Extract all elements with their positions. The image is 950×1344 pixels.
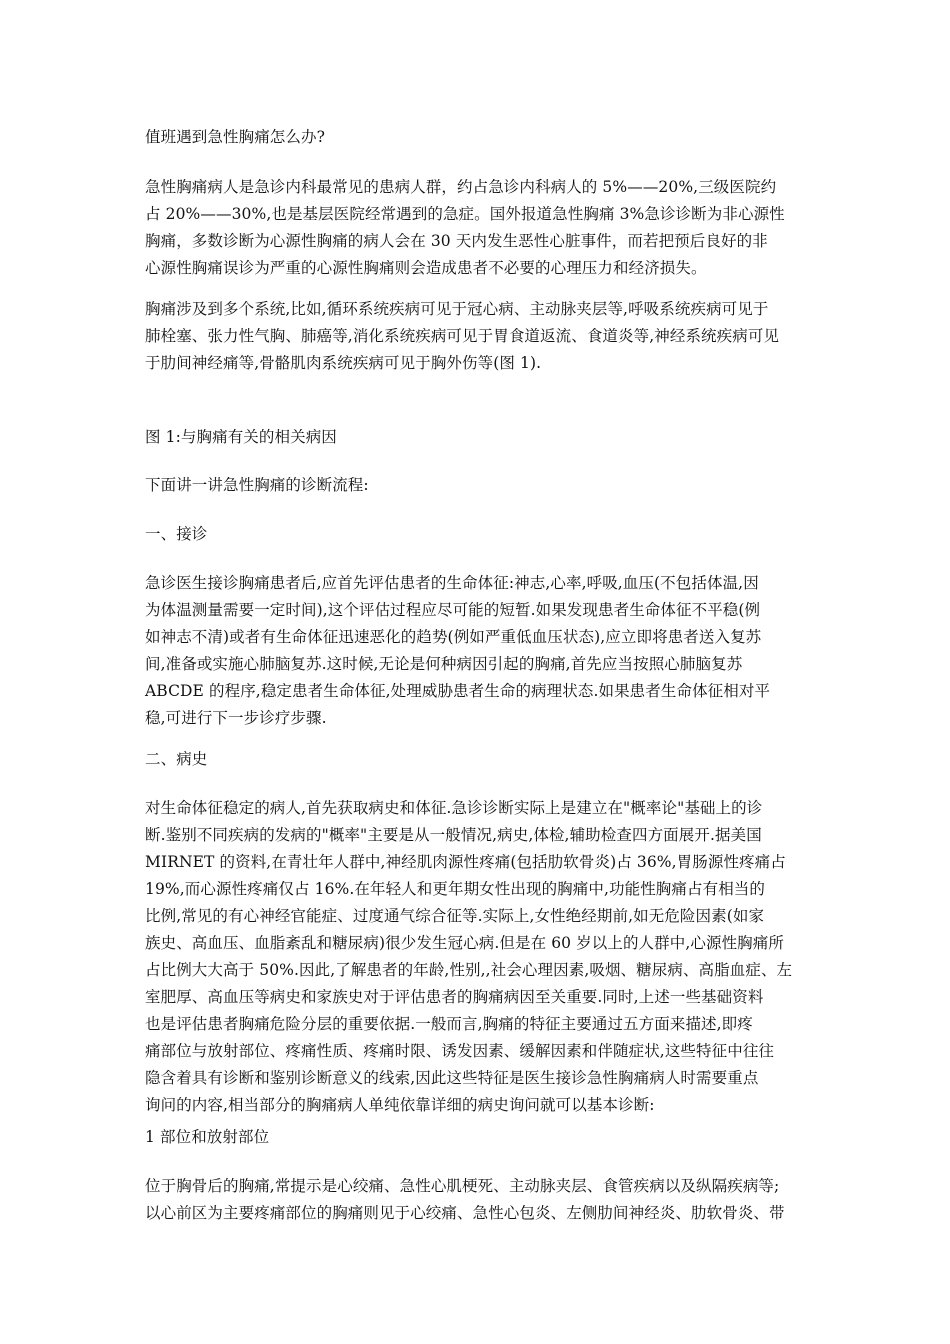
text-line: 19%,而心源性疼痛仅占 16%.在年轻人和更年期女性出现的胸痛中,功能性胸痛占有相当的: [145, 880, 766, 898]
text-line: ABCDE 的程序,稳定患者生命体征,处理威胁患者生命的病理状态.如果患者生命体征相对平: [145, 682, 771, 700]
text-line: 如神志不清)或者有生命体征迅速恶化的趋势(例如严重低血压状态),应立即将患者送入复苏: [145, 628, 762, 646]
text-line: 为体温测量需要一定时间),这个评估过程应尽可能的短暂.如果发现患者生命体征不平稳(例: [145, 601, 761, 619]
text-line: 稳,可进行下一步诊疗步骤.: [145, 709, 327, 727]
paragraph-systems: [145, 296, 813, 377]
text-line: 对生命体征稳定的病人,首先获取病史和体征.急诊诊断实际上是建立在"概率论"基础上的诊: [145, 799, 763, 817]
document-title: 值班遇到急性胸痛怎么办?: [145, 128, 326, 146]
text-line: 胸痛涉及到多个系统,比如,循环系统疾病可见于冠心病、主动脉夹层等,呼吸系统疾病可见于: [145, 300, 769, 318]
section-heading-history: 二、病史: [145, 750, 208, 768]
section-heading-reception: 一、接诊: [145, 525, 208, 543]
text-line: 断.鉴别不同疾病的发病的"概率"主要是从一般情况,病史,体检,辅助检查四方面展开.据美国: [145, 826, 762, 844]
text-line: 急诊医生接诊胸痛患者后,应首先评估患者的生命体征:神志,心率,呼吸,血压(不包括体温,因: [145, 574, 759, 592]
text-line: 占 20%——30%,也是基层医院经常遇到的急症。国外报道急性胸痛 3%急诊诊断为非心源性: [145, 205, 785, 223]
text-line: 间,准备或实施心肺脑复苏.这时候,无论是何种病因引起的胸痛,首先应当按照心肺脑复苏: [145, 655, 743, 673]
text-line: 室肥厚、高血压等病史和家族史对于评估患者的胸痛病因至关重要.同时,上述一些基础资料: [145, 988, 764, 1006]
text-line: 也是评估患者胸痛危险分层的重要依据.一般而言,胸痛的特征主要通过五方面来描述,即疼: [145, 1015, 753, 1033]
paragraph-history: [145, 795, 813, 1119]
text-line: 痛部位与放射部位、疼痛性质、疼痛时限、诱发因素、缓解因素和伴随症状,这些特征中往往: [145, 1042, 775, 1060]
text-line: 以心前区为主要疼痛部位的胸痛则见于心绞痛、急性心包炎、左侧肋间神经炎、肋软骨炎、带: [145, 1204, 785, 1222]
text-line: 占比例大大高于 50%.因此,了解患者的年龄,性别,,社会心理因素,吸烟、糖尿病、高脂血症、左: [145, 961, 793, 979]
text-line: 急性胸痛病人是急诊内科最常见的患病人群，约占急诊内科病人的 5%——20%,三级医院约: [145, 178, 777, 196]
text-line: 位于胸骨后的胸痛,常提示是心绞痛、急性心肌梗死、主动脉夹层、食管疾病以及纵隔疾病等;: [145, 1177, 780, 1195]
paragraph-location: [145, 1173, 813, 1227]
paragraph-intro-statistics: [145, 174, 813, 282]
paragraph-reception: [145, 570, 813, 732]
text-line: 询问的内容,相当部分的胸痛病人单纯依靠详细的病史询问就可以基本诊断:: [145, 1096, 655, 1114]
text-line: 肺栓塞、张力性气胸、肺癌等,消化系统疾病可见于胃食道返流、食道炎等,神经系统疾病可见: [145, 327, 780, 345]
text-line: 心源性胸痛误诊为严重的心源性胸痛则会造成患者不必要的心理压力和经济损失。: [145, 259, 707, 277]
text-line: 隐含着具有诊断和鉴别诊断意义的线索,因此这些特征是医生接诊急性胸痛病人时需要重点: [145, 1069, 759, 1087]
text-line: 胸痛，多数诊断为心源性胸痛的病人会在 30 天内发生恶性心脏事件，而若把预后良好的非: [145, 232, 768, 250]
intro-line: 下面讲一讲急性胸痛的诊断流程:: [145, 476, 369, 494]
text-line: 族史、高血压、血脂紊乱和糖尿病)很少发生冠心病.但是在 60 岁以上的人群中,心源性胸痛所: [145, 934, 784, 952]
figure-caption: 图 1:与胸痛有关的相关病因: [145, 428, 337, 446]
subsection-heading-location: 1 部位和放射部位: [145, 1128, 270, 1146]
text-line: 于肋间神经痛等,骨骼肌肉系统疾病可见于胸外伤等(图 1).: [145, 354, 542, 372]
text-line: MIRNET 的资料,在青壮年人群中,神经肌肉源性疼痛(包括肋软骨炎)占 36%,胃肠源性疼痛占: [145, 853, 786, 871]
text-line: 比例,常见的有心神经官能症、过度通气综合征等.实际上,女性绝经期前,如无危险因素(如家: [145, 907, 765, 925]
